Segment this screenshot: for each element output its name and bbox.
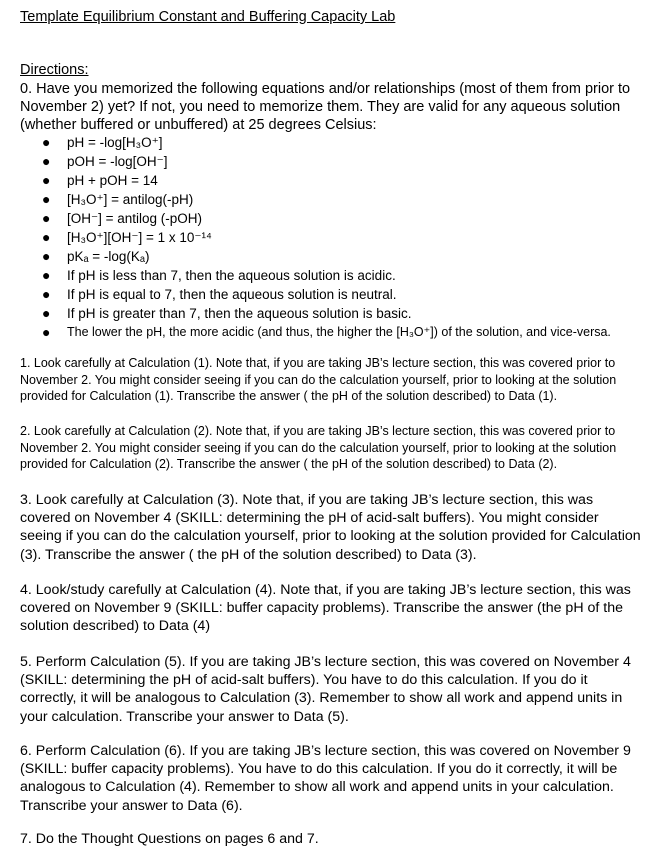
- rule-lower-ph: The lower the pH, the more acidic (and thus, the higher the [H₃O⁺]) of the solution, and vice-versa.: [67, 325, 611, 339]
- instruction-1: 1. Look carefully at Calculation (1). Note that, if you are taking JB’s lecture section, this was covered prior to November 2. You might consider seeing if you can do the calculation yourself, prior to looking at the solution provided for Calculation (1). Transcribe the answer ( the pH of the solution described) to Data (1).: [20, 356, 617, 403]
- bullet-icon: ●: [42, 286, 51, 302]
- document-title: Template Equilibrium Constant and Buffering Capacity Lab: [20, 9, 396, 25]
- bullet-icon: ●: [42, 229, 51, 245]
- equation-h3o-antilog: [H₃O⁺] = antilog(-pH): [67, 192, 194, 207]
- list-item: [20, 285, 640, 304]
- rule-acidic: If pH is less than 7, then the aqueous solution is acidic.: [67, 268, 396, 283]
- bullet-icon: ●: [42, 248, 51, 264]
- bullet-icon: ●: [42, 172, 51, 188]
- equation-kw: [H₃O⁺][OH⁻] = 1 x 10⁻¹⁴: [67, 230, 212, 245]
- bullet-icon: ●: [42, 210, 51, 226]
- equation-sum: pH + pOH = 14: [67, 173, 158, 188]
- instruction-3: 3. Look carefully at Calculation (3). Note that, if you are taking JB’s lecture section, this was covered on November 4 (SKILL: determining the pH of acid-salt buffers). You might consider seeing if you can do the calculation yourself, prior to looking at the solution provided for Calculation (3). Transcribe the answer ( the pH of the solution described) to Data (3).: [20, 492, 641, 563]
- list-item: [20, 171, 640, 190]
- rule-neutral: If pH is equal to 7, then the aqueous solution is neutral.: [67, 287, 397, 302]
- list-item: [20, 228, 640, 247]
- equation-ph: pH = -log[H₃O⁺]: [67, 135, 163, 150]
- instruction-6: 6. Perform Calculation (6). If you are taking JB’s lecture section, this was covered on November 9 (SKILL: buffer capacity problems). You have to do this calculation. If you do it correctly, it will be analogous to Calculation (4). Remember to show all work and append units in your calculation. Transcribe your answer to Data (6).: [20, 743, 631, 814]
- bullet-icon: ●: [42, 191, 51, 207]
- list-item: [20, 209, 640, 228]
- list-item: [20, 304, 640, 323]
- rule-basic: If pH is greater than 7, then the aqueous solution is basic.: [67, 306, 412, 321]
- equation-poh: pOH = -log[OH⁻]: [67, 154, 168, 169]
- instruction-2: 2. Look carefully at Calculation (2). Note that, if you are taking JB’s lecture section, this was covered prior to November 2. You might consider seeing if you can do the calculation yourself, prior to looking at the solution provided for Calculation (2). Transcribe the answer ( the pH of the solution described) to Data (2).: [20, 424, 617, 471]
- instruction-5: 5. Perform Calculation (5). If you are taking JB’s lecture section, this was covered on November 4 (SKILL: determining the pH of acid-salt buffers). You have to do this calculation. If you do it correctly, it will be analogous to Calculation (3). Remember to show all work and append units in your calculation. Transcribe your answer to Data (5).: [20, 654, 631, 725]
- instruction-4: 4. Look/study carefully at Calculation (4). Note that, if you are taking JB’s lecture section, this was covered on November 9 (SKILL: buffer capacity problems). Transcribe the answer (the pH of the solution described) to Data (4): [20, 582, 631, 635]
- list-item: [20, 266, 640, 285]
- bullet-icon: ●: [42, 324, 51, 340]
- bullet-icon: ●: [42, 153, 51, 169]
- list-item: [20, 323, 640, 342]
- list-item: [20, 190, 640, 209]
- bullet-icon: ●: [42, 305, 51, 321]
- equation-oh-antilog: [OH⁻] = antilog (-pOH): [67, 211, 203, 226]
- intro-paragraph: 0. Have you memorized the following equations and/or relationships (most of them from prior to November 2) yet? If not, you need to memorize them. They are valid for any aqueous solution (whether buffered or unbuffered) at 25 degrees Celsius:: [20, 81, 631, 134]
- list-item: [20, 247, 640, 266]
- instruction-7: 7. Do the Thought Questions on pages 6 and 7.: [20, 831, 319, 847]
- bullet-icon: ●: [42, 267, 51, 283]
- directions-heading: Directions:: [20, 62, 89, 78]
- equation-pka: pKₐ = -log(Kₐ): [67, 249, 150, 264]
- list-item: [20, 152, 640, 171]
- equation-list: [20, 133, 640, 342]
- bullet-icon: ●: [42, 134, 51, 150]
- list-item: [20, 133, 640, 152]
